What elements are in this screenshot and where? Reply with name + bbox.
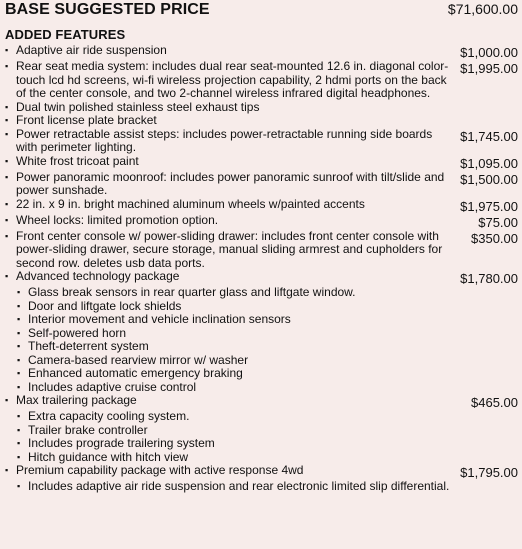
sub-feature-description: Hitch guidance with hitch view: [28, 449, 189, 464]
feature-description: 22 in. x 9 in. bright machined aluminum wheels w/painted accents: [16, 196, 365, 211]
sub-feature-item: [17, 340, 519, 354]
feature-item: [5, 44, 519, 60]
bullet-icon: ▪: [5, 155, 9, 166]
feature-item-text: [5, 171, 460, 198]
bullet-icon: ▪: [17, 300, 21, 311]
base-price-value: $71,600.00: [447, 1, 518, 17]
bullet-icon: ▪: [5, 214, 9, 225]
sub-feature-item: [17, 424, 519, 438]
bullet-icon: ▪: [5, 271, 9, 281]
sub-feature-item: [17, 451, 519, 465]
feature-item: [5, 464, 519, 480]
feature-item: [5, 171, 519, 198]
sub-feature-description: Self-powered horn: [28, 325, 127, 340]
sub-feature-item: [17, 286, 519, 300]
sub-feature-item: [17, 437, 519, 451]
feature-list: [5, 44, 519, 494]
feature-price: $1,995.00: [460, 61, 518, 76]
feature-item: [5, 394, 519, 410]
bullet-icon: ▪: [5, 395, 9, 405]
feature-price: $1,975.00: [460, 198, 518, 214]
sub-feature-description: Camera-based rearview mirror w/ washer: [28, 352, 249, 367]
feature-description: Premium capability package with active response 4wd: [16, 463, 304, 477]
feature-item: [5, 214, 519, 230]
sub-feature-item: [17, 313, 519, 327]
feature-price: $1,795.00: [460, 465, 518, 480]
feature-item-text: [5, 464, 460, 478]
feature-price: $1,500.00: [460, 171, 518, 187]
feature-item: [5, 60, 519, 101]
feature-price: $350.00: [471, 230, 518, 246]
feature-item: [5, 198, 519, 214]
bullet-icon: ▪: [5, 128, 9, 139]
feature-price: [518, 101, 519, 102]
bullet-icon: ▪: [17, 481, 21, 491]
feature-item-text: [5, 60, 460, 101]
bullet-icon: ▪: [5, 45, 9, 55]
bullet-icon: ▪: [5, 61, 9, 71]
sub-feature-description: Door and liftgate lock shields: [28, 298, 182, 313]
feature-price: $465.00: [471, 395, 518, 410]
bullet-icon: ▪: [17, 424, 21, 435]
bullet-icon: ▪: [5, 101, 9, 112]
feature-description: Adaptive air ride suspension: [16, 43, 167, 57]
feature-description: White frost tricoat paint: [16, 153, 139, 168]
sub-feature-item: [17, 410, 519, 424]
feature-item-text: [5, 101, 518, 115]
feature-item-text: [5, 155, 460, 169]
feature-item: [5, 155, 519, 171]
feature-price: [518, 114, 519, 115]
feature-item-text: [5, 128, 460, 155]
bullet-icon: ▪: [17, 314, 21, 324]
feature-item: [5, 114, 519, 128]
bullet-icon: ▪: [17, 368, 21, 378]
feature-description: Dual twin polished stainless steel exhaust tips: [16, 99, 260, 114]
sub-feature-description: Trailer brake controller: [28, 422, 148, 437]
sub-feature-description: Includes adaptive air ride suspension and rear electronic limited slip differential.: [28, 479, 450, 493]
sub-feature-description: Theft-deterrent system: [28, 339, 149, 353]
feature-item-text: [5, 44, 460, 58]
feature-item-text: [5, 270, 460, 284]
base-price-row: [5, 0, 519, 19]
bullet-icon: ▪: [5, 198, 9, 209]
feature-price: $1,095.00: [460, 155, 518, 171]
bullet-icon: ▪: [17, 411, 21, 421]
feature-description: Rear seat media system: includes dual rear seat-mounted 12.6 in. diagonal color-touch lcd hd screens, wi-fi wireless projection capability, 2 hdmi ports on the back of the center console, and two 2-channel wireless infrared digital headphones.: [16, 59, 449, 100]
feature-price: $1,745.00: [460, 128, 518, 144]
sub-feature-item: [17, 381, 519, 395]
feature-description: Max trailering package: [16, 393, 137, 407]
bullet-icon: ▪: [17, 341, 21, 351]
feature-description: Front center console w/ power-sliding drawer: includes front center console with power-sliding drawer, secure storage, manual sliding armrest and cupholders for second row. deletes usb data ports.: [16, 228, 443, 270]
sub-feature-description: Includes adaptive cruise control: [28, 379, 197, 394]
feature-item: [5, 230, 519, 271]
sub-feature-item: [17, 300, 519, 314]
feature-description: Power panoramic moonroof: includes power panoramic sunroof with tilt/slide and power sunshade.: [16, 169, 445, 197]
bullet-icon: ▪: [17, 381, 21, 392]
feature-description: Power retractable assist steps: includes power-retractable running side boards with perimeter lighting.: [16, 126, 433, 154]
sub-feature-item: [17, 354, 519, 368]
feature-description: Wheel locks: limited promotion option.: [16, 212, 219, 227]
sub-feature-item: [17, 327, 519, 341]
feature-item-text: [5, 114, 518, 128]
feature-item: [5, 128, 519, 155]
sub-feature-description: Includes prograde trailering system: [28, 436, 215, 450]
bullet-icon: ▪: [17, 438, 21, 448]
feature-description: Advanced technology package: [16, 269, 180, 283]
feature-price: $75.00: [478, 214, 518, 230]
added-features-heading: ADDED FEATURES: [5, 27, 126, 42]
base-price-label: BASE SUGGESTED PRICE: [5, 1, 210, 18]
feature-item-text: [5, 198, 460, 212]
bullet-icon: ▪: [5, 230, 9, 241]
sub-feature-item: [17, 480, 519, 494]
sub-feature-description: Glass break sensors in rear quarter glass and liftgate window.: [28, 285, 356, 299]
feature-item: [5, 270, 519, 286]
sub-feature-description: Interior movement and vehicle inclination sensors: [28, 312, 291, 326]
feature-price: $1,000.00: [460, 45, 518, 60]
bullet-icon: ▪: [5, 465, 9, 475]
feature-description: Front license plate bracket: [16, 113, 157, 127]
feature-item-text: [5, 230, 471, 271]
feature-item-text: [5, 394, 471, 408]
bullet-icon: ▪: [17, 451, 21, 462]
sub-feature-description: Enhanced automatic emergency braking: [28, 366, 243, 380]
sub-feature-item: [17, 367, 519, 381]
feature-price: $1,780.00: [460, 271, 518, 286]
bullet-icon: ▪: [17, 354, 21, 365]
bullet-icon: ▪: [17, 287, 21, 297]
bullet-icon: ▪: [17, 327, 21, 338]
bullet-icon: ▪: [5, 171, 9, 182]
bullet-icon: ▪: [5, 115, 9, 125]
sub-feature-description: Extra capacity cooling system.: [28, 409, 190, 423]
feature-item-text: [5, 214, 478, 228]
feature-item: [5, 101, 519, 115]
